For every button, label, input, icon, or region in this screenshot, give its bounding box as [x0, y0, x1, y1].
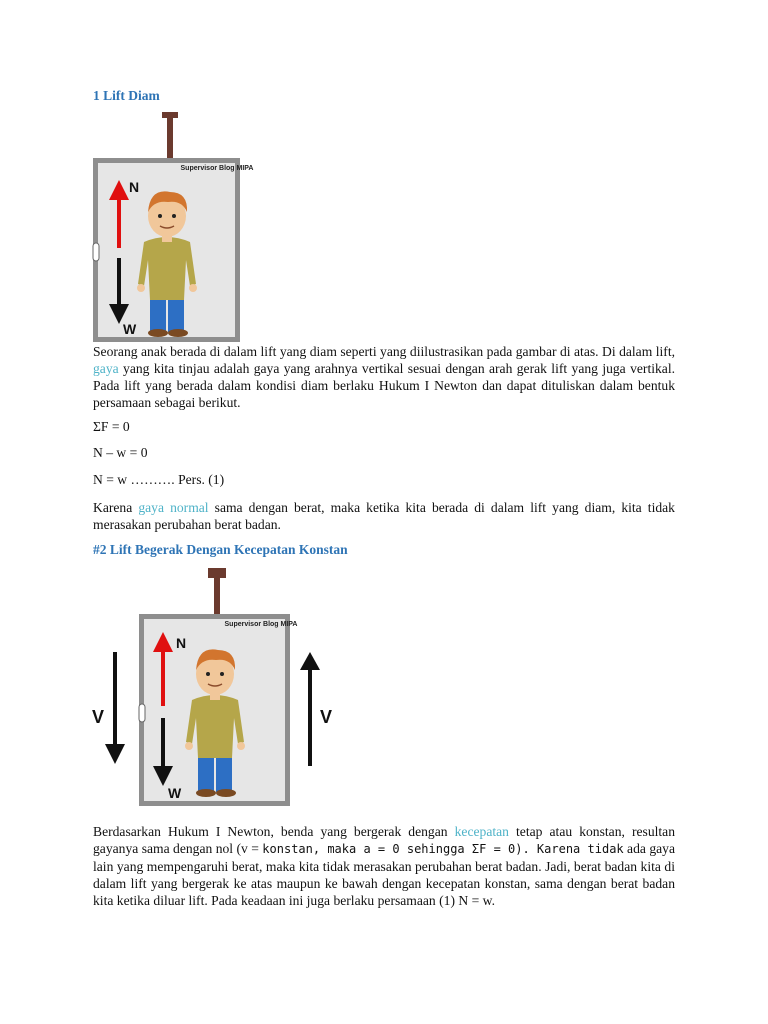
lift-diam-figure [92, 112, 254, 349]
lift-bergerak-figure [88, 566, 348, 813]
watermark: Supervisor Blog MIPA [224, 621, 298, 628]
section-2-heading: #2 Lift Begerak Dengan Kecepatan Konstan [93, 542, 348, 557]
label-n: N [176, 635, 187, 651]
section-1-conclusion: Karena gaya normal sama dengan berat, maka ketika kita berada di dalam lift yang diam, kita tidak merasakan perubahan berat badan. [93, 500, 675, 532]
label-n: N [129, 179, 140, 195]
section-2-paragraph: Berdasarkan Hukum I Newton, benda yang bergerak dengan kecepatan tetap atau konstan, resultan gayanya sama dengan nol (v = konstan, maka a = 0 sehingga ΣF = 0). Karena tidak ada gaya lain yang mempengaruhi berat, maka kita tidak merasakan perubahan berat badan. Jadi, berat badan kita di dalam lift yang bergerak ke atas maupun ke bawah dengan kecepatan konstan, sama dengan berat badan kita ketika diluar lift. Pada keadaan ini juga berlaku persamaan (1) N = w. [93, 824, 675, 908]
label-v-left: V [92, 707, 105, 727]
section-1-paragraph: Seorang anak berada di dalam lift yang diam seperti yang diilustrasikan pada gambar di atas. Di dalam lift, gaya yang kita tinjau adalah gaya yang arahnya vertikal sesuai dengan arah gerak lift yang juga vertikal. Pada lift yang berada dalam kondisi diam berlaku Hukum I Newton dan dapat dituliskan dalam bentuk persamaan sebagai berikut. [93, 344, 675, 410]
section-1-heading: 1 Lift Diam [93, 88, 160, 103]
label-v-right: V [320, 707, 333, 727]
link-gaya-normal[interactable]: gaya normal [138, 500, 209, 515]
equation-n-equals-w: N = w ………. Pers. (1) [93, 472, 225, 487]
link-gaya[interactable]: gaya [93, 361, 119, 376]
equation-n-minus-w: N – w = 0 [93, 445, 148, 460]
watermark: Supervisor Blog MIPA [180, 165, 254, 172]
equation-sum-f: ΣF = 0 [93, 419, 130, 434]
label-w: W [168, 785, 182, 801]
link-kecepatan[interactable]: kecepatan [454, 824, 509, 839]
label-w: W [123, 321, 137, 337]
